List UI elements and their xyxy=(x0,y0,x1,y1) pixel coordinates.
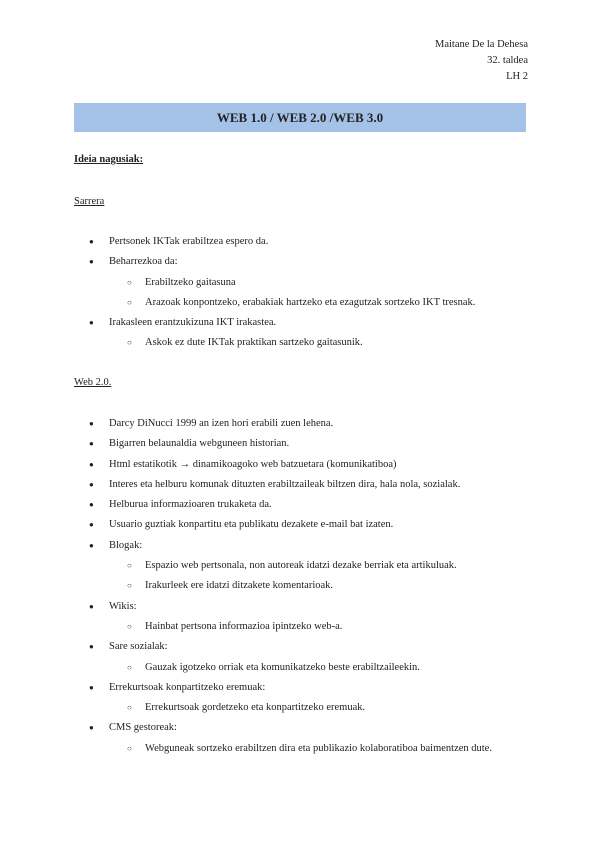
main-heading: Ideia nagusiak: xyxy=(74,154,144,165)
list-item: ● CMS gestoreak: xyxy=(0,718,600,738)
sub-list-item: ○ Espazio web pertsonala, non autoreak idatzi dezake berriak eta artikuluak. xyxy=(0,556,600,576)
sub-list-item: ○ Askok ez dute IKTak praktikan sartzeko gaitasunik. xyxy=(0,333,600,353)
list-item: ● Wikis: xyxy=(0,597,600,617)
section-title-sarrera: Sarrera xyxy=(74,196,105,207)
author-name: Maitane De la Dehesa xyxy=(435,39,528,50)
sub-list-item: ○ Arazoak konpontzeko, erabakiak hartzeko eta ezagutzak sortzeko IKT tresnak. xyxy=(0,293,600,313)
list-item: ● Sare sozialak: xyxy=(0,637,600,657)
sub-list-item: ○ Webguneak sortzeko erabiltzen dira eta publikazio kolaboratiboa baimentzen dute. xyxy=(0,739,526,759)
sub-list-item: ○ Errekurtsoak gordetzeko eta konpartitzeko eremuak. xyxy=(0,698,600,718)
document-title: WEB 1.0 / WEB 2.0 /WEB 3.0 xyxy=(74,103,526,132)
list-item: ● Helburua informazioaren trukaketa da. xyxy=(0,495,600,515)
list-item: ● Darcy DiNucci 1999 an izen hori erabili zuen lehena. xyxy=(0,414,600,434)
group-label: 32. taldea xyxy=(487,55,528,66)
section-title-web20: Web 2.0. xyxy=(74,377,112,388)
sarrera-list xyxy=(0,232,600,354)
sub-list-item: ○ Irakurleek ere idatzi ditzakete komentarioak. xyxy=(0,576,600,596)
web20-list xyxy=(0,414,600,759)
list-item: ● Pertsonek IKTak erabiltzea espero da. xyxy=(0,232,600,252)
list-item: ● Html estatikotik → dinamikoagoko web batzuetara (komunikatiboa) xyxy=(0,455,600,475)
list-item: ● Errekurtsoak konpartitzeko eremuak: xyxy=(0,678,600,698)
sub-list-item: ○ Erabiltzeko gaitasuna xyxy=(0,273,600,293)
list-item: ● Blogak: xyxy=(0,536,600,556)
list-item: ● Usuario guztiak konpartitu eta publikatu dezakete e-mail bat izaten. xyxy=(0,515,600,535)
document-header xyxy=(435,37,528,85)
list-item: ● Beharrezkoa da: xyxy=(0,252,600,272)
list-item: ● Irakasleen erantzukizuna IKT irakastea. xyxy=(0,313,600,333)
course-label: LH 2 xyxy=(506,71,528,82)
list-item: ● Bigarren belaunaldia webguneen historian. xyxy=(0,434,600,454)
sub-list-item: ○ Hainbat pertsona informazioa ipintzeko web-a. xyxy=(0,617,600,637)
list-item: ● Interes eta helburu komunak dituzten erabiltzaileak biltzen dira, hala nola, sozialak. xyxy=(0,475,600,495)
sub-list-item: ○ Gauzak igotzeko orriak eta komunikatzeko beste erabiltzaileekin. xyxy=(0,658,600,678)
